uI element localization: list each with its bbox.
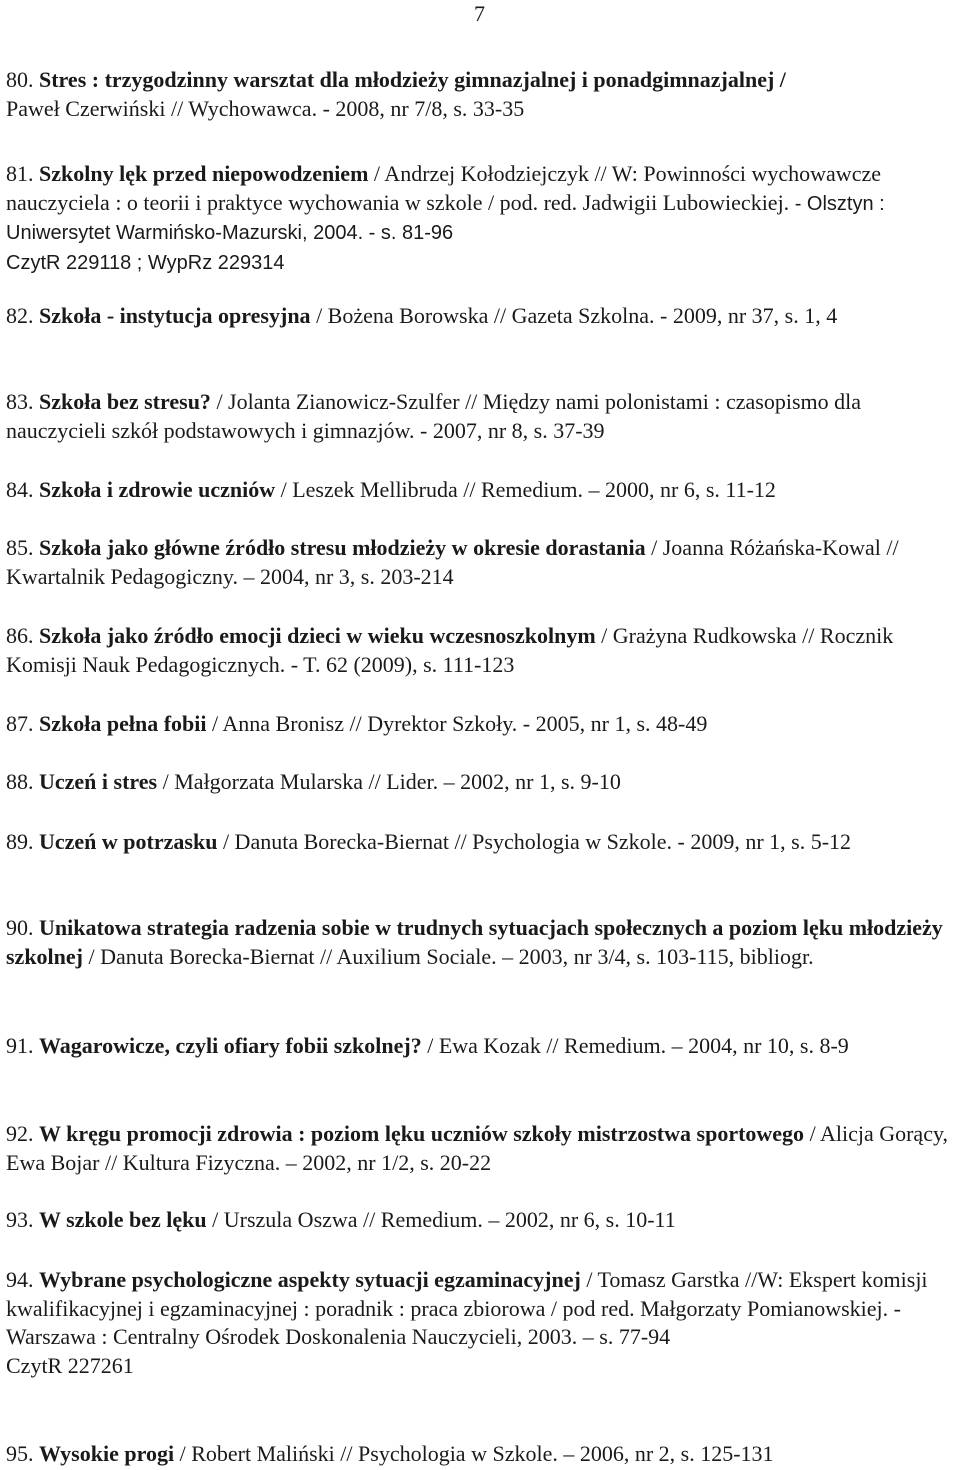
- entry-80: [6, 66, 950, 123]
- entry-83: [6, 388, 950, 445]
- entry-details: / Bożena Borowska // Gazeta Szkolna. - 2009, nr 37, s. 1, 4: [310, 303, 838, 328]
- entry-number: 92.: [6, 1121, 34, 1146]
- entry-details: / Jolanta Zianowicz-Szulfer // Między nami polonistami : czasopismo dla nauczycieli szkół podstawowych i gimnazjów. - 2007, nr 8, s. 37-39: [6, 389, 862, 443]
- entry-title: Szkoła i zdrowie uczniów: [39, 477, 276, 502]
- entry-title: Szkoła - instytucja opresyjna: [39, 303, 311, 328]
- entry-details: / Ewa Kozak // Remedium. – 2004, nr 10, s. 8-9: [421, 1033, 849, 1058]
- entry-number: 93.: [6, 1207, 34, 1232]
- entry-number: 84.: [6, 477, 34, 502]
- entry-title: Stres : trzygodzinny warsztat dla młodzieży gimnazjalnej i ponadgimnazjalnej /: [39, 67, 786, 92]
- entry-call-number: CzytR 229118 ; WypRz 229314: [6, 251, 285, 274]
- entry-title: Uczeń w potrzasku: [39, 829, 218, 854]
- entry-89: [6, 828, 950, 857]
- entry-number: 81.: [6, 161, 34, 186]
- entry-details: / Leszek Mellibruda // Remedium. – 2000, nr 6, s. 11-12: [275, 477, 776, 502]
- entry-title: Szkoła jako główne źródło stresu młodzieży w okresie dorastania: [39, 535, 646, 560]
- entry-details: / Małgorzata Mularska // Lider. – 2002, nr 1, s. 9-10: [157, 769, 621, 794]
- page-number: 7: [474, 1, 485, 26]
- entry-93: [6, 1206, 950, 1235]
- entry-details: / Andrzej Kołodziejczyk // W: Powinności wychowawcze nauczyciela : o teorii i praktyce wychowania w szkole / pod. red. Jadwigii Lubowieckiej.: [6, 161, 881, 215]
- entry-81: [6, 160, 950, 277]
- entry-title: Szkoła bez stresu?: [39, 389, 211, 414]
- entry-number: 80.: [6, 67, 34, 92]
- entry-title: Uczeń i stres: [39, 769, 158, 794]
- entry-87: [6, 710, 950, 739]
- entry-title: W kręgu promocji zdrowia : poziom lęku uczniów szkoły mistrzostwa sportowego: [39, 1121, 805, 1146]
- entry-number: 95.: [6, 1441, 34, 1466]
- entry-91: [6, 1032, 950, 1061]
- entry-86: [6, 622, 950, 679]
- entry-details: / Anna Bronisz // Dyrektor Szkoły. - 2005, nr 1, s. 48-49: [206, 711, 708, 736]
- entry-85: [6, 534, 950, 591]
- entry-title: Wagarowicze, czyli ofiary fobii szkolnej?: [39, 1033, 422, 1058]
- entry-88: [6, 768, 950, 797]
- entry-84: [6, 476, 950, 505]
- entry-number: 88.: [6, 769, 34, 794]
- entry-details-publisher: - Olsztyn : Uniwersytet Warmińsko-Mazurski, 2004. - s. 81-96: [6, 192, 885, 244]
- entry-details: Paweł Czerwiński // Wychowawca. - 2008, nr 7/8, s. 33-35: [6, 95, 525, 121]
- entry-title: Wysokie progi: [39, 1441, 175, 1466]
- entry-title: Unikatowa strategia radzenia sobie w trudnych sytuacjach społecznych a poziom lęku młodzieży szkolnej: [6, 915, 943, 969]
- entry-94: [6, 1266, 950, 1380]
- entry-90: [6, 914, 950, 971]
- entry-details: / Alicja Gorący, Ewa Bojar // Kultura Fizyczna. – 2002, nr 1/2, s. 20-22: [6, 1121, 949, 1175]
- entry-title: W szkole bez lęku: [39, 1207, 207, 1232]
- entry-number: 85.: [6, 535, 34, 560]
- entry-details: / Joanna Różańska-Kowal // Kwartalnik Pedagogiczny. – 2004, nr 3, s. 203-214: [6, 535, 899, 589]
- entry-92: [6, 1120, 950, 1177]
- entry-details: / Urszula Oszwa // Remedium. – 2002, nr 6, s. 10-11: [206, 1207, 676, 1232]
- entry-call-number: CzytR 227261: [6, 1352, 134, 1378]
- entry-number: 94.: [6, 1267, 34, 1292]
- entry-number: 91.: [6, 1033, 34, 1058]
- entry-number: 87.: [6, 711, 34, 736]
- entry-number: 83.: [6, 389, 34, 414]
- entry-details: / Robert Maliński // Psychologia w Szkole. – 2006, nr 2, s. 125-131: [174, 1441, 774, 1466]
- entry-number: 89.: [6, 829, 34, 854]
- entry-82: [6, 302, 950, 331]
- entry-title: Szkoła pełna fobii: [39, 711, 207, 736]
- entry-details: / Grażyna Rudkowska // Rocznik Komisji Nauk Pedagogicznych. - T. 62 (2009), s. 111-123: [6, 623, 894, 677]
- entry-number: 82.: [6, 303, 34, 328]
- entry-details: / Danuta Borecka-Biernat // Psychologia w Szkole. - 2009, nr 1, s. 5-12: [217, 829, 852, 854]
- entry-95: [6, 1440, 950, 1469]
- entry-title: Szkoła jako źródło emocji dzieci w wieku wczesnoszkolnym: [39, 623, 596, 648]
- entry-number: 90.: [6, 915, 34, 940]
- entry-title: Szkolny lęk przed niepowodzeniem: [39, 161, 369, 186]
- entry-details: / Danuta Borecka-Biernat // Auxilium Sociale. – 2003, nr 3/4, s. 103-115, bibliogr.: [83, 943, 814, 969]
- entry-details: / Tomasz Garstka //W: Ekspert komisji kwalifikacyjnej i egzaminacyjnej : poradnik : praca zbiorowa / pod red. Małgorzaty Pomianowskiej. - Warszawa : Centralny Ośrodek Doskonalenia Nauczycieli, 2003. – s. 77-94: [6, 1267, 928, 1349]
- entry-title: Wybrane psychologiczne aspekty sytuacji egzaminacyjnej: [39, 1267, 581, 1292]
- entry-number: 86.: [6, 623, 34, 648]
